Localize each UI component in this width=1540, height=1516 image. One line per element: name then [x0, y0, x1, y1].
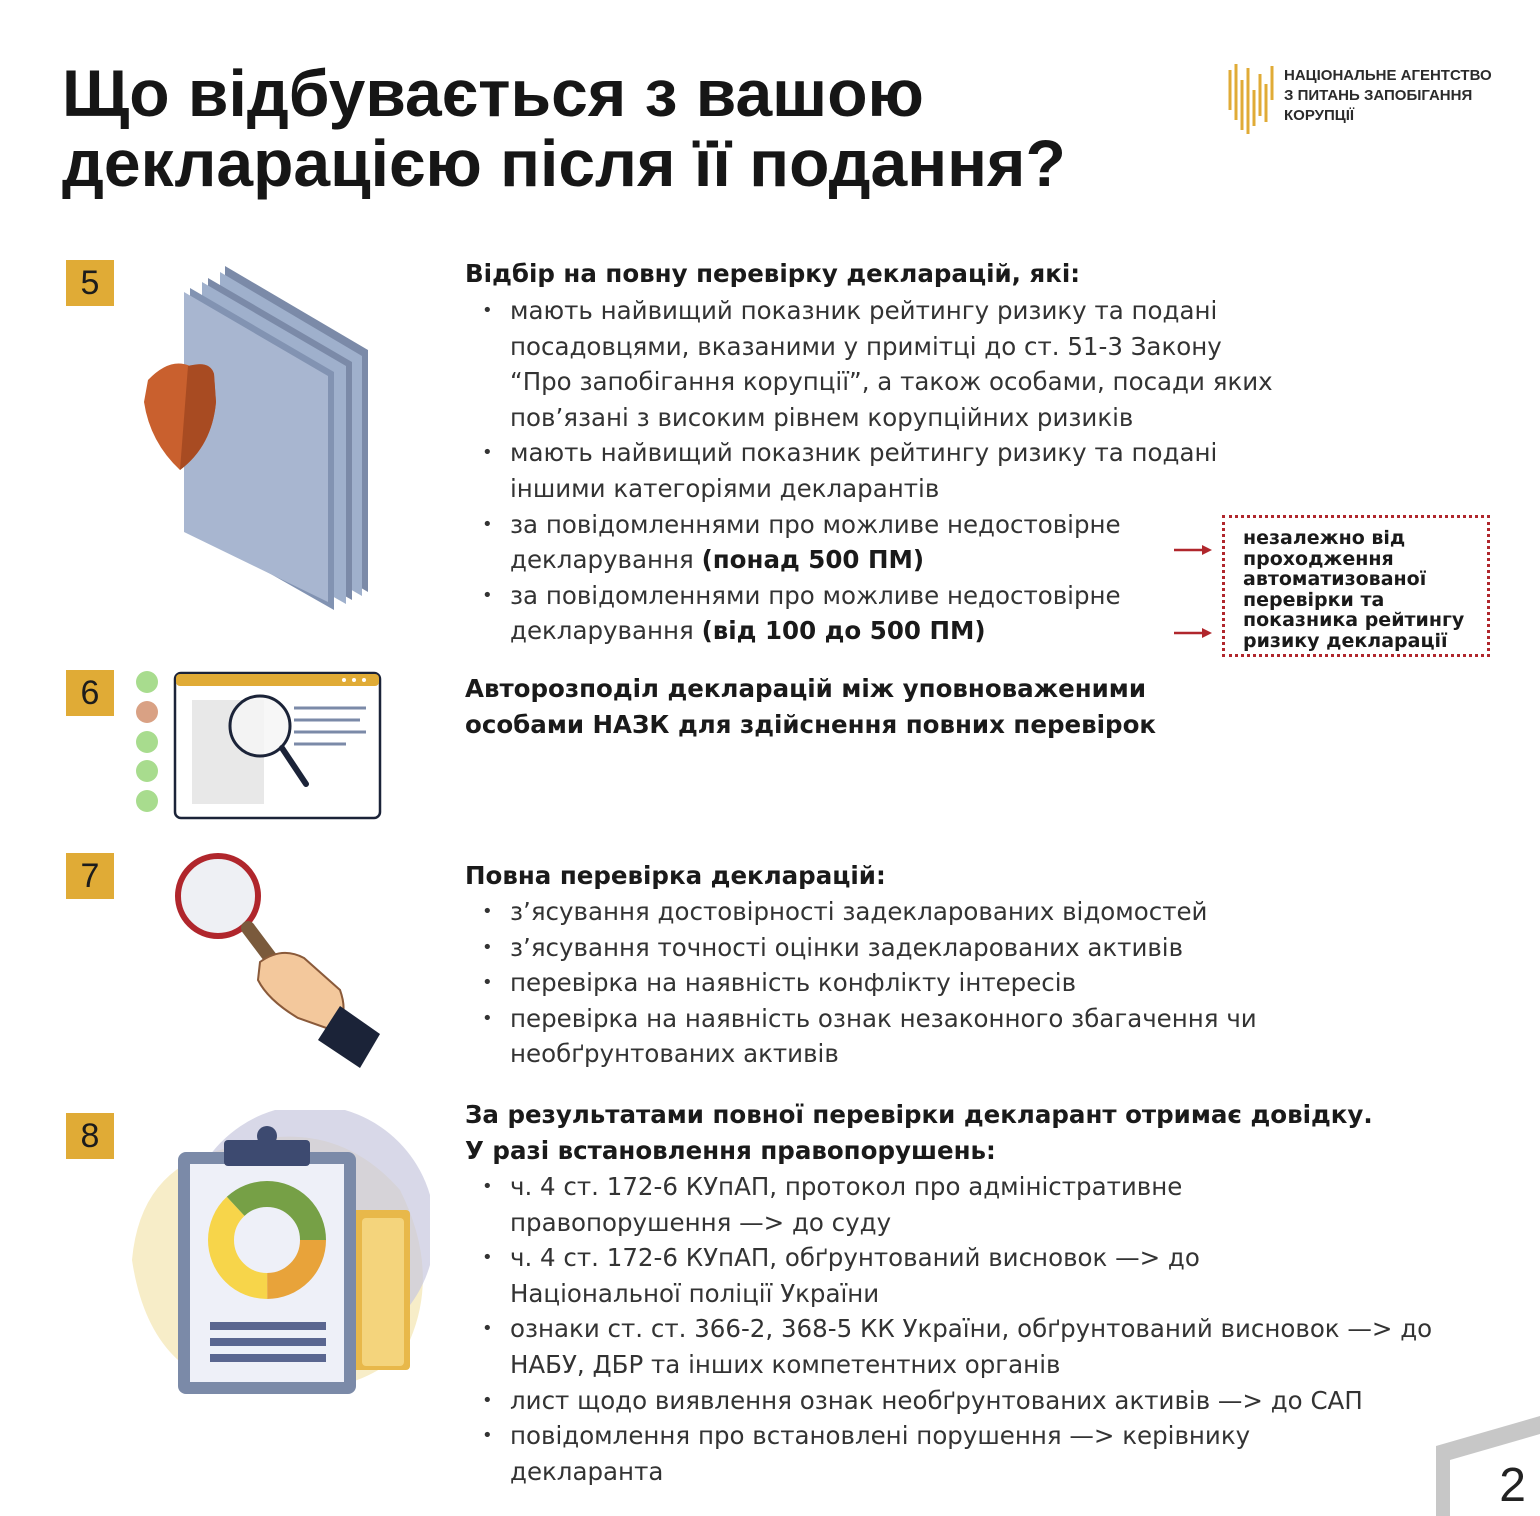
list-item-bold: (понад 500 ПМ) — [701, 545, 925, 575]
step-8-heading-line-2: У разі встановлення правопорушень: — [465, 1136, 996, 1165]
hand-magnifier-icon — [172, 850, 384, 1072]
list-item: • мають найвищий показник рейтингу ризику та подані іншими категоріями декларантів — [482, 435, 1282, 506]
step-number-7: 7 — [66, 853, 114, 899]
arrow-right-icon — [1174, 545, 1212, 555]
list-item: • перевірка на наявність ознак незаконного збагачення чи необґрунтованих активів — [482, 1001, 1342, 1072]
arrow-right-icon — [1174, 628, 1212, 638]
step-7-heading: Повна перевірка декларацій: — [465, 861, 886, 890]
note-box — [1222, 515, 1490, 657]
logo-line-1: НАЦІОНАЛЬНЕ АГЕНТСТВО — [1284, 67, 1492, 84]
nazk-logo — [1226, 60, 1526, 140]
page-title: Що відбувається з вашою декларацією після її подання? — [62, 56, 1066, 200]
step-number-5: 5 — [66, 260, 114, 306]
step-number-8: 8 — [66, 1113, 114, 1159]
logo-line-3: КОРУПЦІЇ — [1284, 107, 1355, 124]
list-item-text: за повідомленнями про можливе недостовірне декларування — [510, 509, 1121, 575]
list-item: • з’ясування точності оцінки задекларованих активів — [482, 930, 1342, 966]
list-item: • повідомлення про встановлені порушення —> керівнику декларанта — [482, 1418, 1330, 1489]
clipboard-chart-icon — [130, 1110, 430, 1400]
list-item: • ознаки ст. ст. 366-2, 368-5 КК України, обґрунтований висновок —> до НАБУ, ДБР та інших компетентних органів — [482, 1311, 1440, 1382]
step-6-heading: Авторозподіл декларацій між уповноваженими особами НАЗК для здійснення повних перевірок — [465, 674, 1157, 739]
list-item — [482, 507, 1170, 578]
logo-text — [1284, 66, 1492, 126]
step-7-list — [482, 894, 1342, 1072]
list-item: • ч. 4 ст. 172-6 КУпАП, обґрунтований висновок —> до Національної поліції України — [482, 1240, 1290, 1311]
nazk-logo-icon — [1226, 60, 1278, 136]
list-item: • лист щодо виявлення ознак необґрунтованих активів —> до САП — [482, 1383, 1442, 1419]
logo-line-2: З ПИТАНЬ ЗАПОБІГАННЯ — [1284, 87, 1473, 104]
list-item-bold: (від 100 до 500 ПМ) — [701, 616, 986, 646]
browser-search-icon — [132, 670, 384, 822]
list-item — [482, 578, 1210, 649]
list-item: • з’ясування достовірності задекларованих відомостей — [482, 894, 1342, 930]
list-item: • мають найвищий показник рейтингу ризику та подані посадовцями, вказаними у примітці до ст. 51-3 Закону “Про запобігання корупції”, а також особами, посади яких пов’язані з високим рівнем корупційних ризиків — [482, 293, 1282, 435]
document-stack-shield-icon — [140, 262, 380, 612]
step-5-list — [482, 293, 1282, 649]
page-number: 2 — [1499, 1459, 1526, 1512]
list-item: • ч. 4 ст. 172-6 КУпАП, протокол про адміністративне правопорушення —> до суду — [482, 1169, 1270, 1240]
step-8-heading-line-1: За результатами повної перевірки декларант отримає довідку. — [465, 1100, 1373, 1129]
list-item-text: за повідомленнями про можливе недостовірне декларування — [510, 580, 1121, 646]
note-text: незалежно від проходження автоматизованої перевірки та показника рейтингу ризику декларації — [1243, 527, 1465, 652]
step-8-list — [482, 1169, 1442, 1489]
list-item: • перевірка на наявність конфлікту інтересів — [482, 965, 1342, 1001]
step-number-6: 6 — [66, 670, 114, 716]
step-8-heading — [465, 1097, 1373, 1169]
step-5-heading: Відбір на повну перевірку декларацій, які: — [465, 259, 1081, 288]
